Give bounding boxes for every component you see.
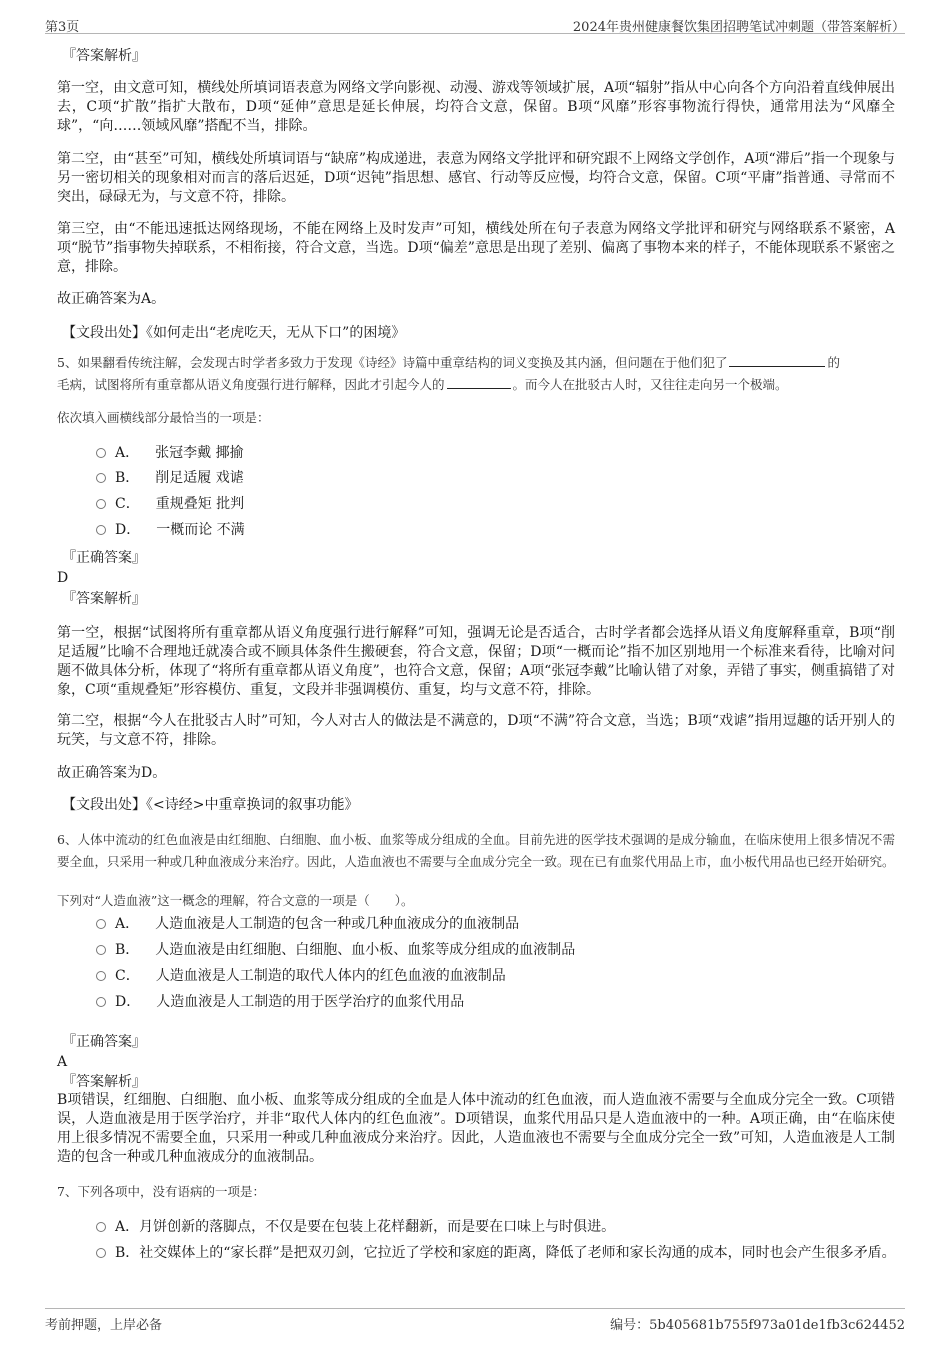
radio-button[interactable] [96, 971, 106, 981]
q4-analysis-para-3: 第三空，由“不能迅速抵达网络现场，不能在网络上及时发声”可知，横线处所在句子表意为网络文学批评和研究与网络联系不紧密，A项“脱节”指事物失掉联系，不相衔接，符合文意，当选。D项“偏差”意思是出现了差别、偏离了事物本来的样子，不能体现联系不紧密之意，排除。 [57, 221, 895, 275]
q5-option-c[interactable] [96, 495, 244, 513]
q6-analysis-heading: 『答案解析』 [62, 1074, 146, 1090]
radio-button[interactable] [96, 919, 106, 929]
option-letter: B． [115, 470, 140, 486]
q4-analysis-para-2: 第二空，由“甚至”可知，横线处所填词语与“缺席”构成递进，表意为网络文学批评和研究跟不上网络文学创作，A项“滞后”指一个现象与另一密切相关的现象相对而言的落后迟延，D项“迟钝”指思想、感官、行动等反应慢，均符合文意，保留。C项“平庸”指普通、寻常而不突出，碌碌无为，与文意不符，排除。 [57, 151, 895, 205]
q5-option-d[interactable] [96, 521, 245, 539]
q7-stem: 7、下列各项中，没有语病的一项是： [57, 1184, 265, 1199]
q5-stem-b: 的 [827, 355, 840, 370]
q6-option-b[interactable] [96, 941, 575, 959]
q7-option-b[interactable] [96, 1244, 896, 1263]
footer-slogan: 考前押题，上岸必备 [45, 1318, 163, 1333]
radio-button[interactable] [96, 448, 106, 458]
option-letter: A． [115, 445, 140, 461]
q5-answer-heading: 『正确答案』 [62, 550, 146, 566]
radio-button[interactable] [96, 525, 106, 535]
option-text: 张冠李戴 揶揄 [155, 445, 244, 461]
q6-analysis: B项错误，红细胞、白细胞、血小板、血浆等成分组成的全血是人体中流动的红色血液，而人造血液不需要与全血成分完全一致。C项错误，人造血液是用于医学治疗，并非“取代人体内的红色血液”。D项错误，血浆代用品只是人造血液中的一种。A项正确，由“在临床使用上很多情况不需要全血，只采用一种或几种血液成分来治疗。因此，人造血液也不需要与全血成分完全一致”可知，人造血液是人工制造的包含一种或几种血液成分的血液制品。 [57, 1092, 895, 1165]
option-text: 一概而论 不满 [156, 522, 245, 538]
option-letter: B． [115, 942, 140, 958]
q6-option-c[interactable] [96, 967, 506, 985]
option-text: 人造血液是人工制造的用于医学治疗的血浆代用品 [156, 994, 465, 1010]
document-title: 2024年贵州健康餐饮集团招聘笔试冲刺题（带答案解析） [572, 20, 905, 35]
radio-button[interactable] [96, 997, 106, 1007]
q7-option-a[interactable] [96, 1218, 615, 1236]
radio-button[interactable] [96, 473, 106, 483]
q6-answer: A [57, 1054, 68, 1070]
q5-stem-a: 5、如果翻看传统注解，会发现古时学者多致力于发现《诗经》诗篇中重章结构的词义变换及其内涵，但问题在于他们犯了 [57, 355, 728, 370]
q5-analysis-para-1: 第一空，根据“试图将所有重章都从语义角度强行进行解释”可知，强调无论是否适合，古时学者都会选择从语义角度解释重章，B项“削足适履”比喻不合理地迁就凑合或不顾具体条件生搬硬套，符合文意，保留；D项“一概而论”指不加区别地用一个标准来看待，比喻对问题不做具体分析，体现了“将所有重章都从语义角度”，也符合文意，保留；A项“张冠李戴”比喻认错了对象，弄错了事实，侧重搞错了对象，C项“重规叠矩”形容模仿、重复，文段并非强调模仿、重复，均与文意不符，排除。 [57, 625, 895, 698]
q4-analysis-para-1: 第一空，由文意可知，横线处所填词语表意为网络文学向影视、动漫、游戏等领域扩展，A项“辐射”指从中心向各个方向沿着直线伸展出去，C项“扩散”指扩大散布，D项“延伸”意思是延长伸展，均符合文意，保留。B项“风靡”形容事物流行得快，通常用法为“风靡全球”，“向……领域风靡”搭配不当，排除。 [57, 80, 895, 134]
page-footer [45, 1308, 905, 1332]
q5-source: 【文段出处】《<诗经>中重章换词的叙事功能》 [62, 797, 359, 813]
page-header [45, 14, 905, 34]
option-text: 重规叠矩 批判 [155, 496, 245, 512]
q5-stem-line-1 [57, 352, 840, 374]
q4-conclusion: 故正确答案为A。 [57, 291, 166, 307]
option-text: A．月饼创新的落脚点，不仅是要在包装上花样翻新，而是要在口味上与时俱进。 [115, 1219, 616, 1235]
page-number: 第3页 [45, 20, 80, 35]
q4-source: 【文段出处】《如何走出“老虎吃天，无从下口”的困境》 [62, 325, 406, 341]
q5-prompt: 依次填入画横线部分最恰当的一项是： [57, 410, 270, 425]
q5-analysis-para-2: 第二空，根据“今人在批驳古人时”可知，今人对古人的做法是不满意的，D项“不满”符合文意，当选；B项“戏谑”指用逗趣的话开别人的玩笑，与文意不符，排除。 [57, 713, 895, 748]
radio-button[interactable] [96, 1222, 106, 1232]
q5-stem-d: 。而今人在批驳古人时，又往往走向另一个极端。 [512, 377, 788, 392]
option-text: 削足适履 戏谑 [155, 470, 244, 486]
option-letter: C． [115, 496, 140, 512]
q6-answer-heading: 『正确答案』 [62, 1034, 146, 1050]
document-code: 编号：5b405681b755f973a01de1fb3c624452 [610, 1318, 905, 1333]
option-letter: D． [115, 522, 141, 538]
q5-option-b[interactable] [96, 469, 244, 487]
q6-option-d[interactable] [96, 993, 464, 1011]
q6-prompt: 下列对“人造血液”这一概念的理解，符合文意的一项是（ ）。 [57, 893, 414, 908]
q5-option-a[interactable] [96, 444, 244, 462]
option-letter: C． [115, 968, 140, 984]
q5-answer: D [57, 570, 69, 586]
q5-stem-c: 毛病，试图将所有重章都从语义角度强行进行解释，因此才引起今人的 [57, 377, 445, 392]
q5-stem-line-2 [57, 374, 788, 396]
radio-button[interactable] [96, 1248, 106, 1258]
radio-button[interactable] [96, 945, 106, 955]
q5-analysis-heading: 『答案解析』 [62, 591, 146, 607]
q5-blank-2 [447, 375, 511, 389]
radio-button[interactable] [96, 499, 106, 509]
q4-analysis-heading: 『答案解析』 [62, 48, 146, 64]
q6-option-a[interactable] [96, 915, 519, 933]
option-text: B．社交媒体上的“家长群”是把双刃剑，它拉近了学校和家庭的距离，降低了老师和家长沟通的成本，同时也会产生很多矛盾。 [115, 1245, 896, 1261]
option-letter: D． [115, 994, 141, 1010]
option-text: 人造血液是由红细胞、白细胞、血小板、血浆等成分组成的血液制品 [155, 942, 576, 958]
option-text: 人造血液是人工制造的包含一种或几种血液成分的血液制品 [155, 916, 520, 932]
q5-conclusion: 故正确答案为D。 [57, 765, 167, 781]
q6-stem: 6、人体中流动的红色血液是由红细胞、白细胞、血小板、血浆等成分组成的全血。目前先进的医学技术强调的是成分输血，在临床使用上很多情况不需要全血，只采用一种或几种血液成分来治疗。因此，人造血液也不需要与全血成分完全一致。现在已有血浆代用品上市，血小板代用品也已经开始研究。 [57, 832, 895, 869]
option-letter: A． [115, 916, 140, 932]
q5-blank-1 [729, 353, 825, 367]
option-text: 人造血液是人工制造的取代人体内的红色血液的血液制品 [155, 968, 506, 984]
